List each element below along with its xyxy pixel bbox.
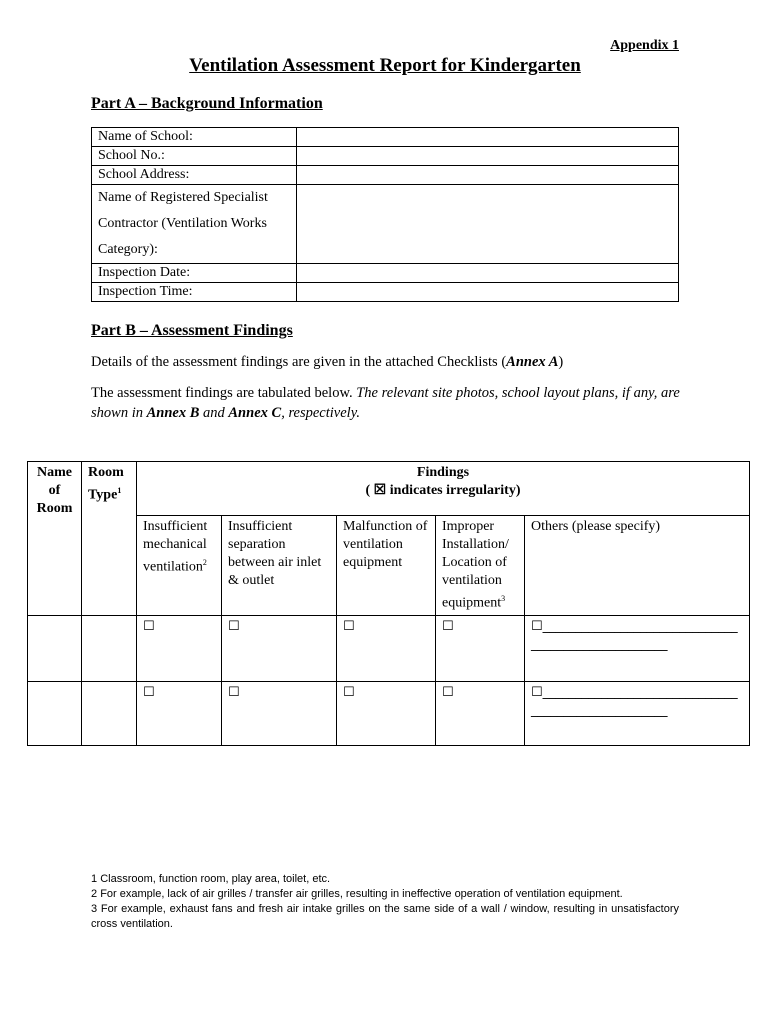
part-b-paragraph-2 [91, 383, 691, 423]
part-a-heading: Part A – Background Information [91, 95, 323, 112]
footnote-number: 3 [91, 903, 98, 915]
para-italic-text: The relevant site photos, school layout plans, if any, are shown in [91, 385, 680, 421]
footnote-ref: 3 [501, 594, 506, 603]
footnote-text: For example, exhaust fans and fresh air intake grilles on the same side of a wall / window, resulting in unsatisfactory cross ventilation. [91, 903, 679, 930]
para-italic-text: and [199, 405, 229, 421]
col-room-type-header [82, 462, 137, 616]
para-text: Details of the assessment findings are given in the attached Checklists ( [91, 354, 507, 370]
background-info-table [91, 127, 679, 302]
others-specify-field[interactable]: ☐___________________________________________________ [525, 681, 750, 745]
others-specify-field[interactable]: ☐___________________________________________________ [525, 615, 750, 681]
footnote-ref: 1 [117, 486, 122, 495]
page-title: Ventilation Assessment Report for Kindergarten [189, 55, 581, 76]
footnote-2 [91, 887, 679, 902]
field-label-line: Name of Registered Specialist [98, 190, 268, 205]
room-name-cell[interactable] [28, 615, 82, 681]
findings-subtitle: ( ☒ indicates irregularity) [365, 483, 521, 498]
findings-header-row [28, 462, 750, 516]
col-insufficient-separation-header: Insufficient separation between air inlet & outlet [222, 516, 337, 616]
footnote-text: For example, lack of air grilles / transfer air grilles, resulting in ineffective operation of ventilation equipment. [100, 888, 623, 900]
room-type-label: Room Type [88, 465, 124, 503]
findings-subheader-row [28, 516, 750, 616]
col-insufficient-mechanical-header [137, 516, 222, 616]
room-type-cell[interactable] [82, 681, 137, 745]
para-italic-text: , respectively. [281, 405, 360, 421]
col-others-header: Others (please specify) [525, 516, 750, 616]
col-improper-installation-header [436, 516, 525, 616]
footnote-3 [91, 902, 679, 932]
findings-table [27, 461, 750, 746]
table-row [28, 615, 750, 681]
field-label: School No.: [92, 147, 297, 166]
field-label: Inspection Date: [92, 264, 297, 283]
part-b-paragraph-1 [91, 352, 691, 372]
field-label-line: Contractor (Ventilation Works [98, 216, 267, 231]
appendix-label: Appendix 1 [610, 38, 679, 53]
field-label [92, 185, 297, 264]
findings-title: Findings [416, 465, 470, 480]
field-label: Inspection Time: [92, 283, 297, 302]
checkbox-malfunction[interactable]: ☐ [337, 615, 436, 681]
checkbox-improper-installation[interactable]: ☐ [436, 681, 525, 745]
field-label: School Address: [92, 166, 297, 185]
annex-c-ref: Annex C [228, 405, 282, 421]
table-row [92, 185, 679, 264]
col-label: Improper Installation/ Location of ventilation equipment [442, 519, 509, 611]
col-name-of-room-header: Name of Room [28, 462, 82, 616]
col-label: Insufficient mechanical ventilation [143, 519, 208, 575]
footnote-number: 1 [91, 873, 98, 885]
annex-a-ref: Annex A [506, 354, 559, 370]
checkbox-insufficient-mechanical[interactable]: ☐ [137, 615, 222, 681]
para-text: The assessment findings are tabulated below. [91, 385, 357, 401]
annex-b-ref: Annex B [146, 405, 200, 421]
school-name-field[interactable] [297, 128, 679, 147]
table-row [92, 283, 679, 302]
inspection-time-field[interactable] [297, 283, 679, 302]
footnotes [91, 872, 679, 932]
contractor-name-field[interactable] [297, 185, 679, 264]
footnote-number: 2 [91, 888, 98, 900]
table-row [92, 166, 679, 185]
school-address-field[interactable] [297, 166, 679, 185]
table-row [92, 147, 679, 166]
footnote-text: Classroom, function room, play area, toilet, etc. [100, 873, 331, 885]
table-row [28, 681, 750, 745]
footnote-ref: 2 [202, 558, 207, 567]
checkbox-improper-installation[interactable]: ☐ [436, 615, 525, 681]
findings-header [137, 462, 750, 516]
table-row [92, 128, 679, 147]
footnote-1 [91, 872, 679, 887]
part-b-heading: Part B – Assessment Findings [91, 322, 293, 339]
checkbox-insufficient-separation[interactable]: ☐ [222, 615, 337, 681]
field-label-line: Category): [98, 242, 158, 257]
field-label: Name of School: [92, 128, 297, 147]
table-row [92, 264, 679, 283]
room-name-cell[interactable] [28, 681, 82, 745]
inspection-date-field[interactable] [297, 264, 679, 283]
para-text: ) [558, 354, 564, 370]
checkbox-malfunction[interactable]: ☐ [337, 681, 436, 745]
checkbox-insufficient-separation[interactable]: ☐ [222, 681, 337, 745]
room-type-cell[interactable] [82, 615, 137, 681]
col-malfunction-header: Malfunction of ventilation equipment [337, 516, 436, 616]
checkbox-insufficient-mechanical[interactable]: ☐ [137, 681, 222, 745]
school-no-field[interactable] [297, 147, 679, 166]
